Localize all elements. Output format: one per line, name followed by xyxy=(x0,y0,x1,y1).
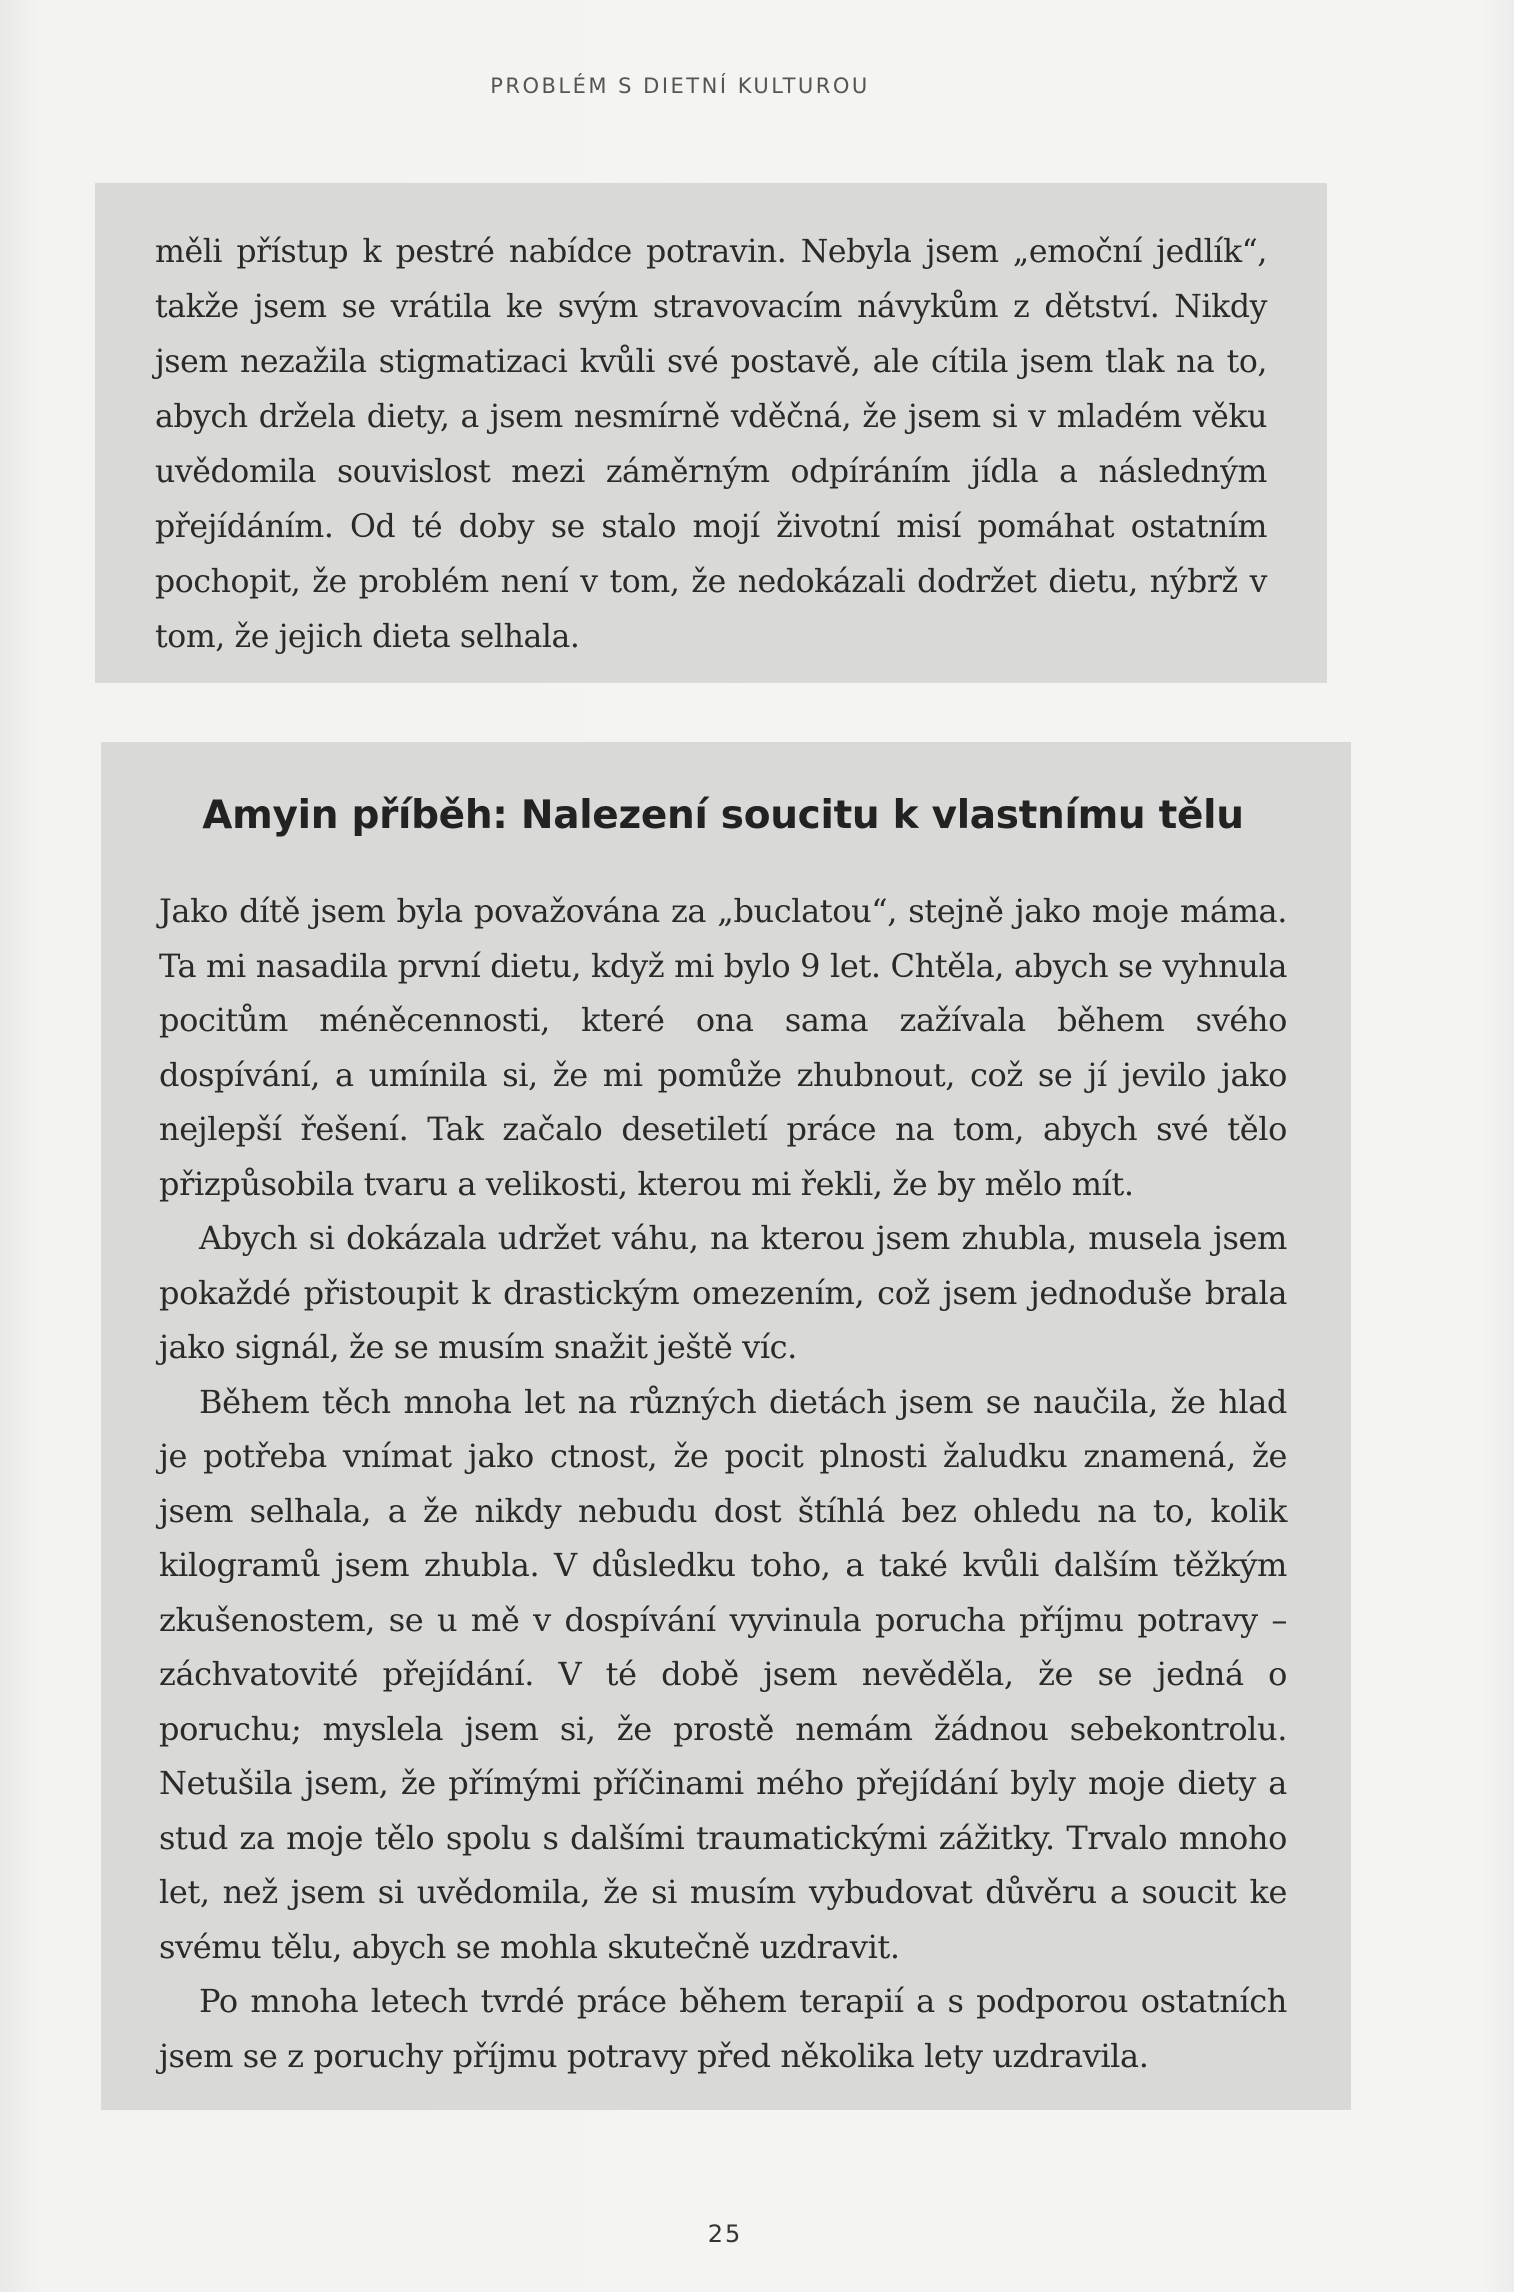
box1-paragraph-1: měli přístup k pestré nabídce potravin. Nebyla jsem „emoční jedlík“, takže jsem se vrátila ke svým stravovacím návykům z dětství. Nikdy jsem nezažila stigmatizaci kvůli své postavě, ale cítila jsem tlak na to, abych držela diety, a jsem nesmírně vděčná, že jsem si v mladém věku uvědomila souvislost mezi záměrným odpíráním jídla a následným přejídáním. Od té doby se stalo mojí životní misí pomáhat ostatním pochopit, že problém není v tom, že nedokázali dodržet dietu, nýbrž v tom, že jejich dieta selhala. xyxy=(155,234,1267,655)
story-box xyxy=(101,742,1351,2110)
continued-text-box xyxy=(95,183,1327,683)
running-head: PROBLÉM S DIETNÍ KULTUROU xyxy=(490,74,870,98)
story-paragraph-4: Po mnoha letech tvrdé práce během terapií a s podporou ostatních jsem se z poruchy příjmu potravy před několika lety uzdravila. xyxy=(159,1982,1287,2075)
story-paragraph-1: Jako dítě jsem byla považována za „buclatou“, stejně jako moje máma. Ta mi nasadila první dietu, když mi bylo 9 let. Chtěla, abych se vyhnula pocitům méněcennosti, které ona sama zažívala během svého dospívání, a umínila si, že mi pomůže zhubnout, což se jí jevilo jako nejlepší řešení. Tak začalo desetiletí práce na tom, abych své tělo přizpůsobila tvaru a velikosti, kterou mi řekli, že by mělo mít. xyxy=(159,892,1287,1203)
story-title: Amyin příběh: Nalezení soucitu k vlastnímu tělu xyxy=(202,793,1244,838)
story-paragraph-3: Během těch mnoha let na různých dietách jsem se naučila, že hlad je potřeba vnímat jako ctnost, že pocit plnosti žaludku znamená, že jsem selhala, a že nikdy nebudu dost štíhlá bez ohledu na to, kolik kilogramů jsem zhubla. V důsledku toho, a také kvůli dalším těžkým zkušenostem, se u mě v dospívání vyvinula porucha příjmu potravy – záchvatovité přejídání. V té době jsem nevěděla, že se jedná o poruchu; myslela jsem si, že prostě nemám žádnou sebekontrolu. Netušila jsem, že přímými příčinami mého přejídání byly moje diety a stud za moje tělo spolu s dalšími traumatickými zážitky. Trvalo mnoho let, než jsem si uvědomila, že si musím vybudovat důvěru a soucit ke svému tělu, abych se mohla skutečně uzdravit. xyxy=(159,1382,1287,1966)
page-number: 25 xyxy=(707,2220,743,2248)
story-paragraph-2: Abych si dokázala udržet váhu, na kterou jsem zhubla, musela jsem pokaždé přistoupit k drastickým omezením, což jsem jednoduše brala jako signál, že se musím snažit ještě víc. xyxy=(159,1219,1287,1366)
